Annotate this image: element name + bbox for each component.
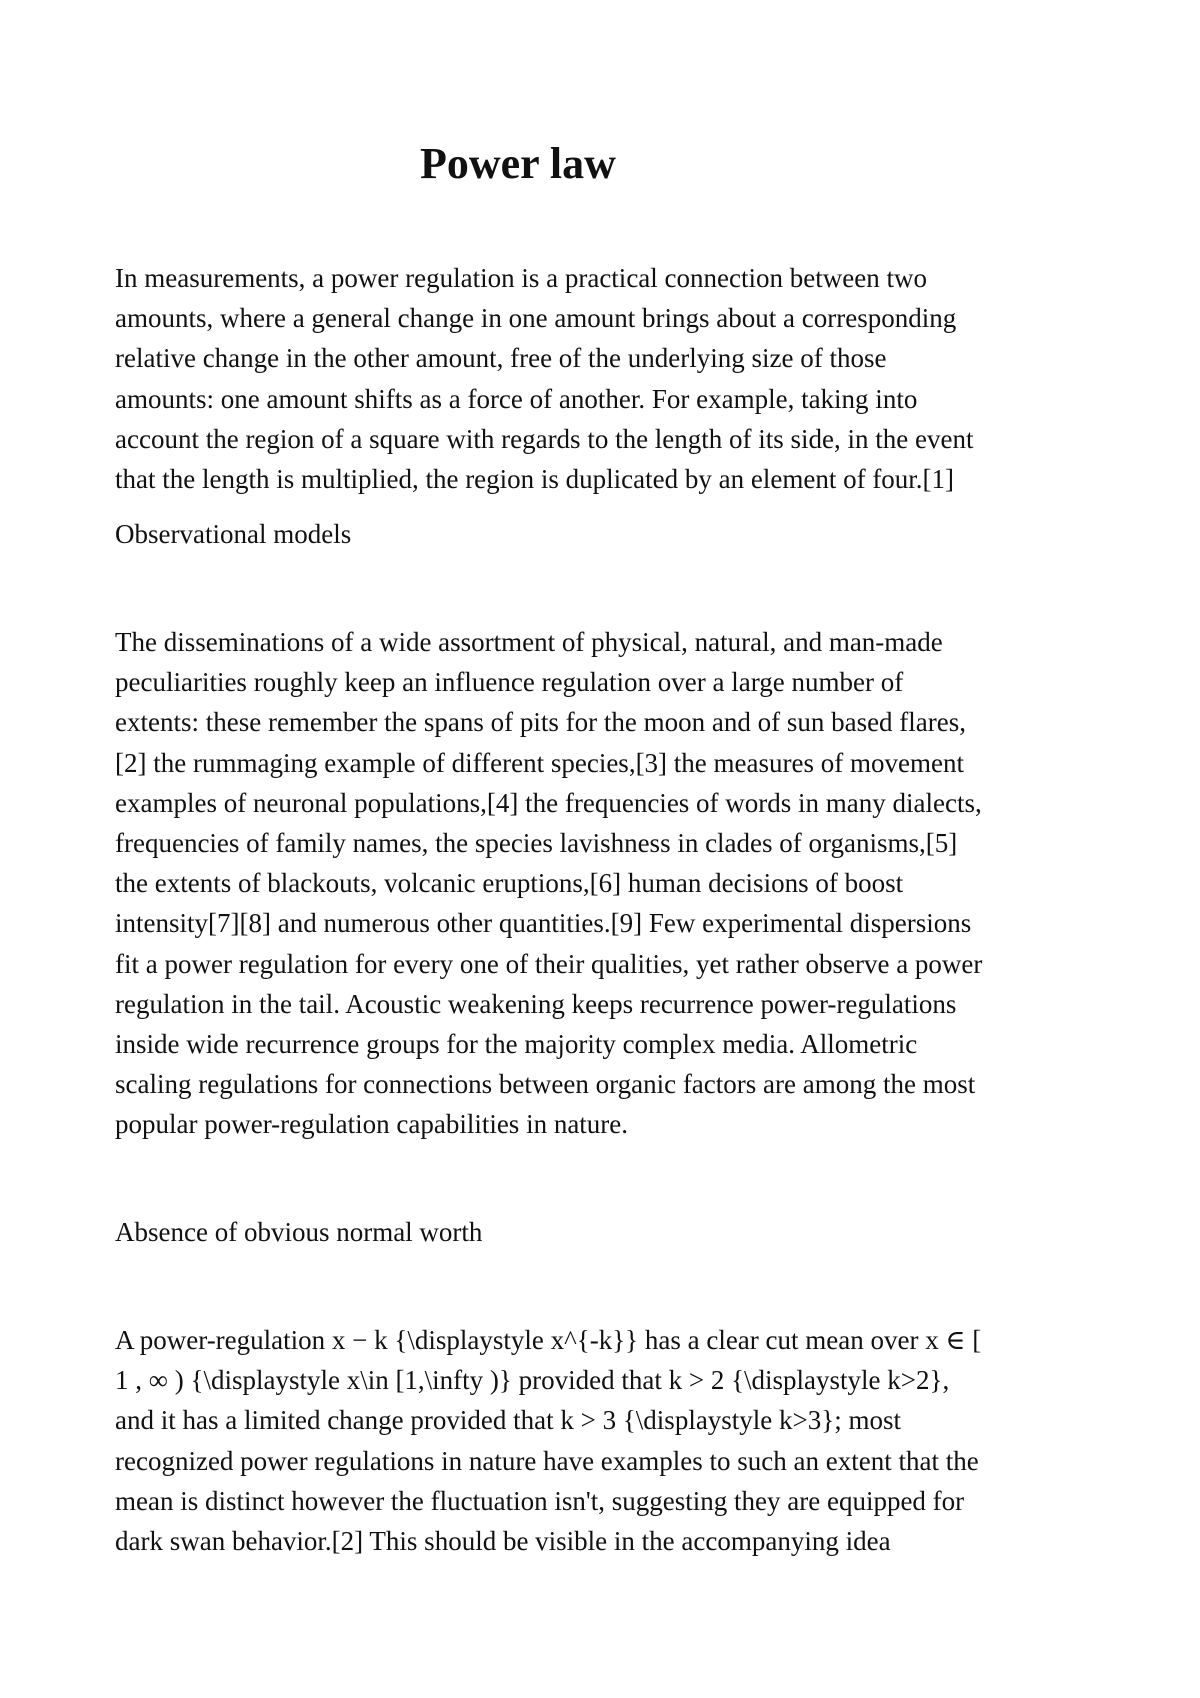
paragraph-line: scaling regulations for connections between organic factors are among the most <box>115 1069 976 1100</box>
paragraph-line: A power-regulation x − k {\displaystyle x^{-k}} has a clear cut mean over x ∈ [ <box>115 1325 982 1355</box>
paragraph-line: relative change in the other amount, free of the underlying size of those <box>115 343 887 374</box>
paragraph-line: mean is distinct however the fluctuation isn't, suggesting they are equipped for <box>115 1485 965 1516</box>
paragraph-line: recognized power regulations in nature have examples to such an extent that the <box>115 1445 979 1476</box>
paragraph-line: extents: these remember the spans of pits for the moon and of sun based flares, <box>115 707 967 738</box>
paragraph-line: examples of neuronal populations,[4] the frequencies of words in many dialects, <box>115 787 982 818</box>
paragraph-line: account the region of a square with regards to the length of its side, in the event <box>115 423 974 454</box>
paragraph-line: amounts, where a general change in one amount brings about a corresponding <box>115 303 957 334</box>
absence-paragraph <box>115 1320 1115 1561</box>
paragraph-line: popular power-regulation capabilities in nature. <box>115 1109 629 1140</box>
paragraph-line: that the length is multiplied, the region is duplicated by an element of four.[1] <box>115 464 955 495</box>
paragraph-line: amounts: one amount shifts as a force of another. For example, taking into <box>115 383 918 414</box>
paragraph-line: frequencies of family names, the species lavishness in clades of organisms,[5] <box>115 828 958 859</box>
observational-models-paragraph <box>115 622 1115 1145</box>
paragraph-line: regulation in the tail. Acoustic weakening keeps recurrence power-regulations <box>115 988 957 1019</box>
document-title: Power law <box>420 139 616 188</box>
paragraph-line: fit a power regulation for every one of their qualities, yet rather observe a power <box>115 948 983 979</box>
section-heading-observational-models: Observational models <box>115 519 352 549</box>
paragraph-line: In measurements, a power regulation is a practical connection between two <box>115 263 927 293</box>
paragraph-line: inside wide recurrence groups for the majority complex media. Allometric <box>115 1029 918 1060</box>
paragraph-line: The disseminations of a wide assortment of physical, natural, and man-made <box>115 627 943 657</box>
paragraph-line: intensity[7][8] and numerous other quantities.[9] Few experimental dispersions <box>115 908 972 939</box>
paragraph-line: and it has a limited change provided that k > 3 {\displaystyle k>3}; most <box>115 1405 901 1436</box>
paragraph-line: [2] the rummaging example of different species,[3] the measures of movement <box>115 747 964 778</box>
paragraph-line: dark swan behavior.[2] This should be visible in the accompanying idea <box>115 1526 891 1557</box>
paragraph-line: peculiarities roughly keep an influence regulation over a large number of <box>115 667 904 698</box>
paragraph-line: the extents of blackouts, volcanic eruptions,[6] human decisions of boost <box>115 868 904 899</box>
intro-paragraph <box>115 258 1115 499</box>
section-heading-absence-of-normal-worth: Absence of obvious normal worth <box>115 1217 483 1247</box>
paragraph-line: 1 , ∞ ) {\displaystyle x\in [1,\infty )} provided that k > 2 {\displaystyle k>2}, <box>115 1365 950 1396</box>
